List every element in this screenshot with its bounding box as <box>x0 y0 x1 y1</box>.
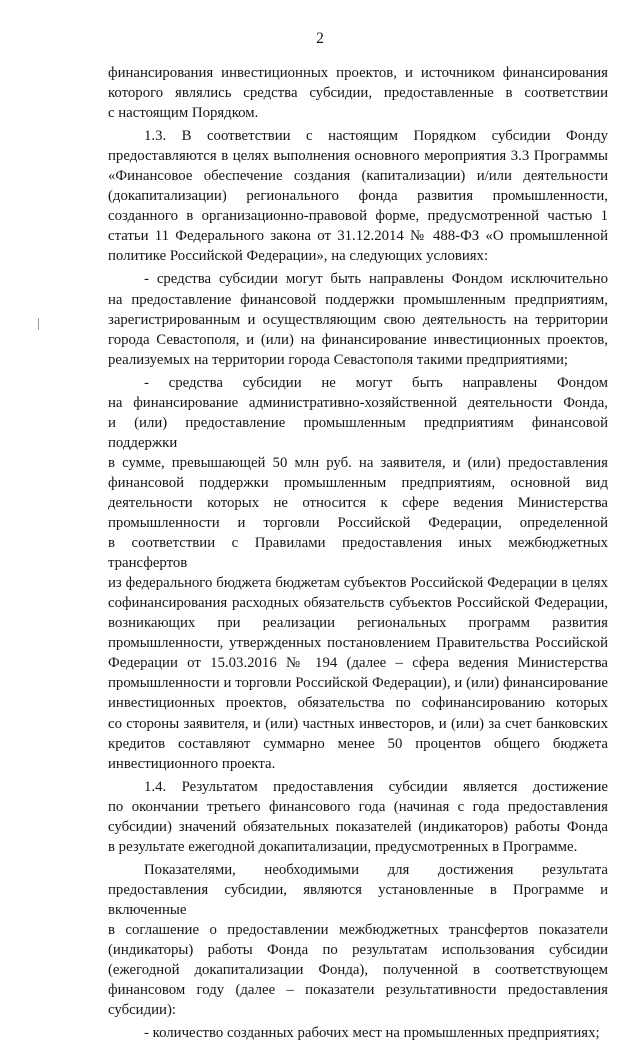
text-line: на финансирование административно-хозяйственной деятельности Фонда, <box>108 394 608 411</box>
text-line: в результате ежегодной докапитализации, предусмотренных в Программе. <box>108 838 578 855</box>
text-line: и (или) предоставление промышленным предприятиям финансовой поддержки <box>108 414 608 451</box>
text-line: со стороны заявителя, и (или) частных инвесторов, и (или) за счет банковских <box>108 715 608 732</box>
text-line: в соглашение о предоставлении межбюджетных трансфертов показатели <box>108 921 608 938</box>
text-line: с настоящим Порядком. <box>108 105 259 122</box>
text-line: - средства субсидии могут быть направлены Фондом исключительно <box>144 271 608 288</box>
text-line: «Финансовое обеспечение создания (капитализации) и/или деятельности <box>108 168 608 185</box>
text-line: (индикаторы) работы Фонда по результатам использования субсидии <box>108 942 608 959</box>
text-line: - количество созданных рабочих мест на промышленных предприятиях; <box>144 1025 600 1042</box>
text-line: которого являлись средства субсидии, предоставленные в соответствии <box>108 85 608 102</box>
document-body <box>108 63 608 1043</box>
text-line: на предоставление финансовой поддержки промышленным предприятиям, <box>108 291 608 308</box>
text-line: промышленности, утвержденных постановлением Правительства Российской <box>108 635 608 652</box>
page-number: 2 <box>316 30 324 47</box>
text-line: предоставления субсидии, являются установленные в Программе и включенные <box>108 881 608 918</box>
text-line: финансирования инвестиционных проектов, и источником финансирования <box>108 65 608 81</box>
text-line: зарегистрированным и осуществляющим свою деятельность на территории <box>108 311 608 328</box>
text-line: финансовой поддержки промышленным предприятиям, основной вид <box>108 474 608 491</box>
text-line: промышленности и торговли Российской Федерации, определенной <box>108 515 608 532</box>
text-line: статьи 11 Федерального закона от 31.12.2014 № 488-ФЗ «О промышленной <box>108 228 608 245</box>
text-line: (ежегодной докапитализации Фонда), полученной в соответствующем <box>108 962 608 979</box>
text-line: политике Российской Федерации», на следующих условиях: <box>108 248 489 265</box>
text-line: предоставляются в целях выполнения основного мероприятия 3.3 Программы <box>108 148 608 165</box>
scan-edge-mark <box>38 318 39 330</box>
text-line: кредитов составляют суммарно менее 50 процентов общего бюджета <box>108 735 608 752</box>
text-line: города Севастополя, и (или) на финансирование инвестиционных проектов, <box>108 331 608 348</box>
text-line: созданного в организационно-правовой форме, предусмотренной частью 1 <box>108 208 608 225</box>
text-line: софинансирования расходных обязательств субъектов Российской Федерации, <box>108 595 608 612</box>
text-line: 1.3. В соответствии с настоящим Порядком субсидии Фонду <box>144 128 608 145</box>
text-line: в соответствии с Правилами предоставления иных межбюджетных трансфертов <box>108 535 608 572</box>
text-line: возникающих при реализации региональных программ развития <box>108 615 608 632</box>
text-line: в сумме, превышающей 50 млн руб. на заявителя, и (или) предоставления <box>108 454 608 471</box>
text-line: финансовом году (далее – показатели результативности предоставления <box>108 982 608 999</box>
text-line: из федерального бюджета бюджетам субъектов Российской Федерации в целях <box>108 575 608 592</box>
text-line: инвестиционного проекта. <box>108 755 276 772</box>
text-line: Показателями, необходимыми для достижения результата <box>144 861 608 878</box>
text-line: реализуемых на территории города Севастополя такими предприятиями; <box>108 351 569 368</box>
text-line: по окончании третьего финансового года (начиная с года предоставления <box>108 798 608 815</box>
text-line: деятельности которых не относится к сфере ведения Министерства <box>108 494 608 511</box>
text-line: промышленности и торговли Российской Федерации), и (или) финансирование <box>108 675 608 692</box>
text-line: субсидии): <box>108 1002 176 1019</box>
text-line: субсидии) значений обязательных показателей (индикаторов) работы Фонда <box>108 818 608 835</box>
text-line: - средства субсидии не могут быть направлены Фондом <box>144 374 608 391</box>
text-line: 1.4. Результатом предоставления субсидии является достижение <box>144 778 608 795</box>
text-line: (докапитализации) регионального фонда развития промышленности, <box>108 188 608 205</box>
text-line: инвестиционных проектов, обязательства по софинансированию которых <box>108 695 608 712</box>
text-line: Федерации от 15.03.2016 № 194 (далее – сфера ведения Министерства <box>108 655 608 672</box>
